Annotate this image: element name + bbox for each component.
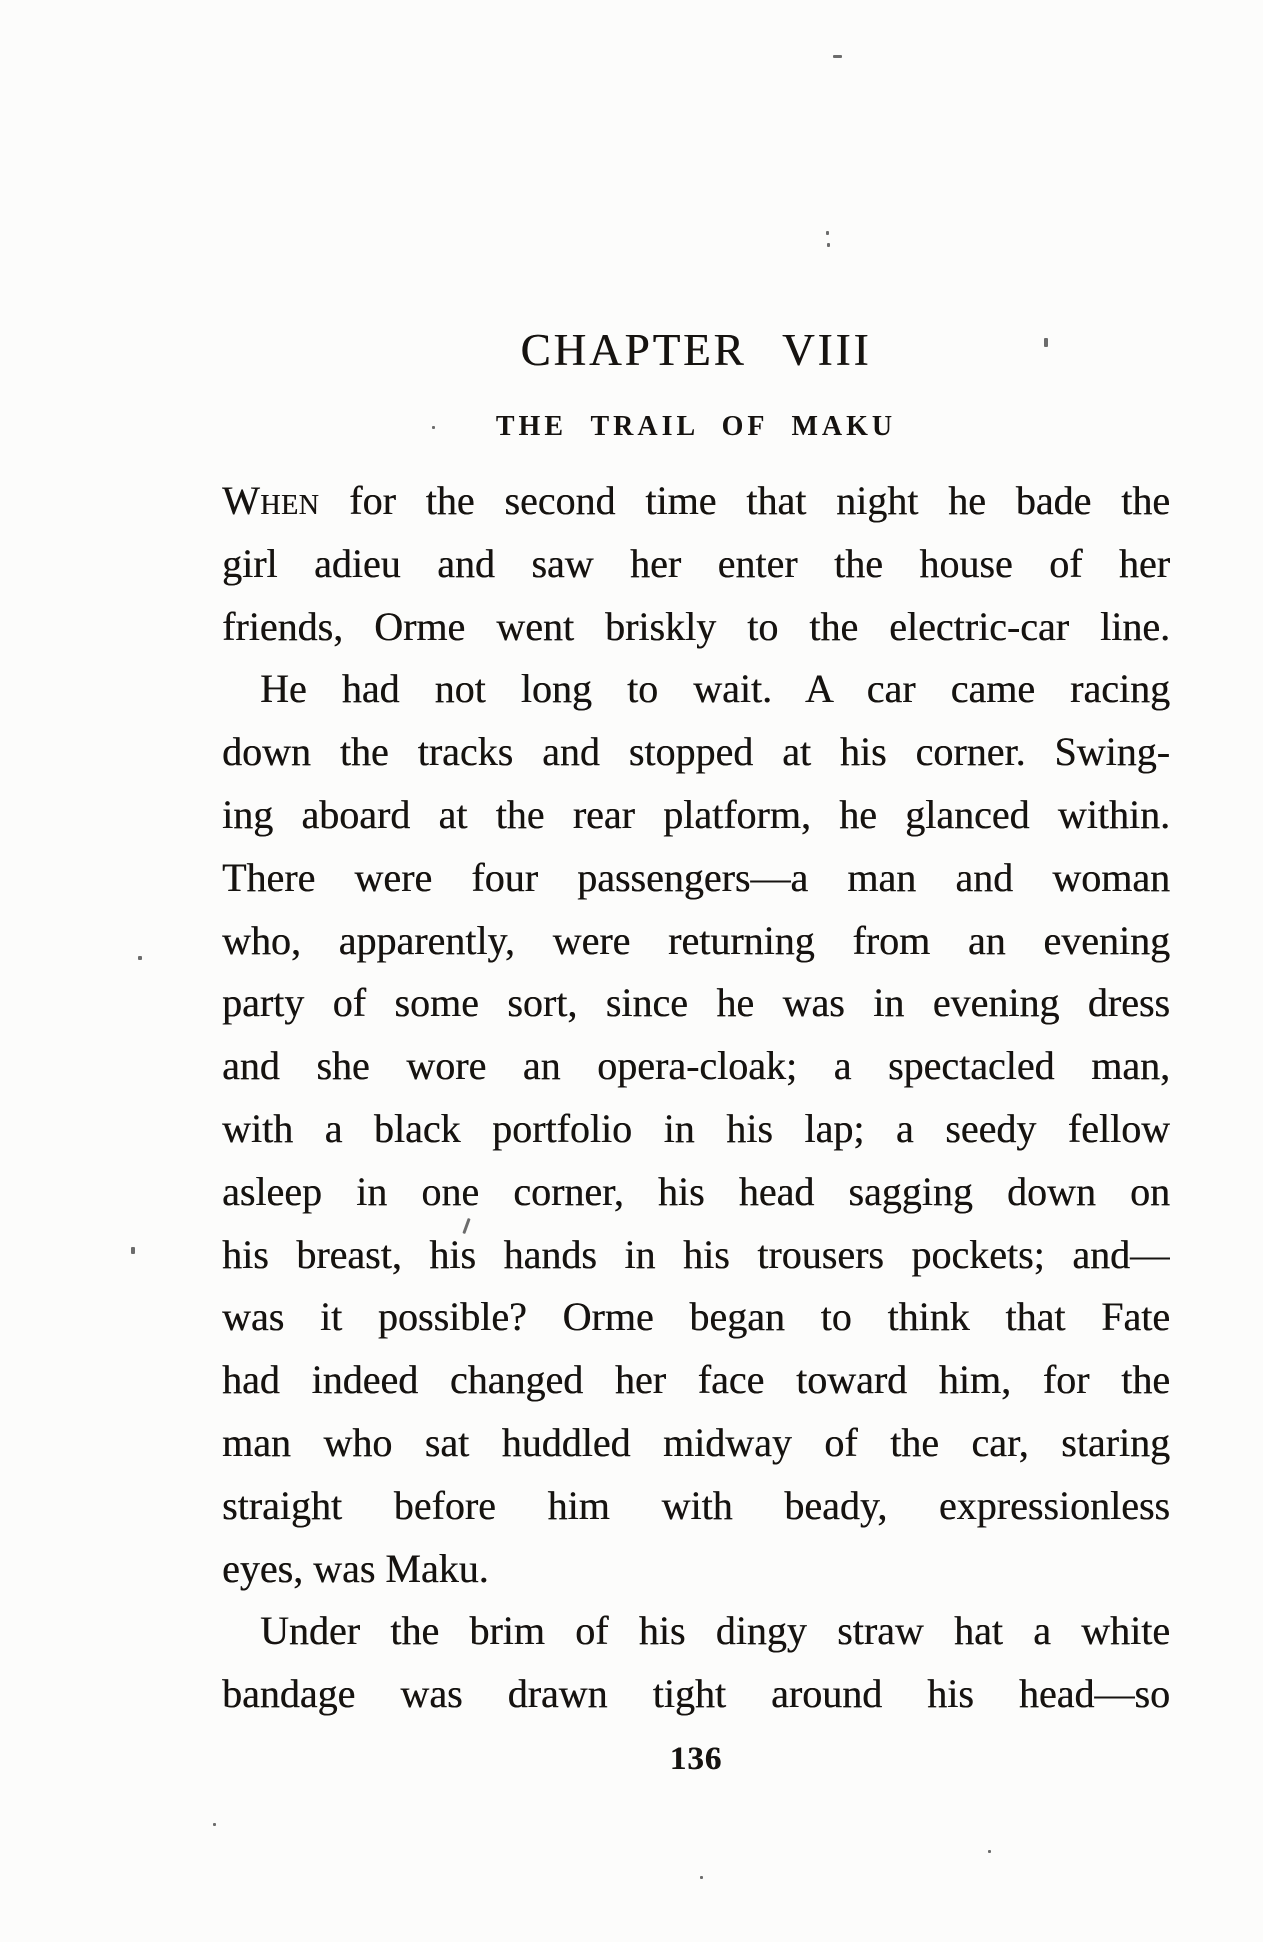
scan-speck — [826, 231, 829, 235]
text-line: friends, Orme went briskly to the electric-car line. — [222, 603, 1170, 649]
text-line: ing aboard at the rear platform, he glanced within. — [222, 791, 1170, 837]
scan-speck — [833, 55, 842, 58]
scan-speck — [988, 1850, 991, 1853]
text-line: his breast, his hands in his trousers pockets; and— — [222, 1231, 1170, 1277]
scan-speck — [1044, 338, 1048, 347]
text-line: had indeed changed her face toward him, for the — [222, 1357, 1170, 1403]
text-line: with a black portfolio in his lap; a seedy fellow — [222, 1105, 1170, 1151]
scan-speck — [827, 243, 830, 247]
text-line: girl adieu and saw her enter the house of her — [222, 540, 1170, 586]
text-line: down the tracks and stopped at his corner. Swing- — [222, 729, 1170, 775]
chapter-title: CHAPTER VIII — [520, 325, 872, 375]
text-line: was it possible? Orme began to think that Fate — [222, 1294, 1170, 1340]
text-line: man who sat huddled midway of the car, staring — [222, 1419, 1170, 1465]
body-text — [222, 470, 1170, 1726]
scan-speck — [138, 956, 142, 960]
text-line: straight before him with beady, expressionless — [222, 1482, 1170, 1528]
scan-speck — [131, 1247, 135, 1254]
text-line: who, apparently, were returning from an evening — [222, 917, 1170, 963]
text-line: bandage was drawn tight around his head—so — [222, 1671, 1170, 1717]
text-line: Under the brim of his dingy straw hat a white — [260, 1608, 1170, 1654]
line-text: for the second time that night he bade the — [319, 478, 1170, 523]
text-line: asleep in one corner, his head sagging down on — [222, 1168, 1170, 1214]
text-line: party of some sort, since he was in evening dress — [222, 980, 1170, 1026]
text-line: He had not long to wait. A car came racing — [260, 666, 1170, 712]
scan-speck — [432, 426, 435, 429]
section-subtitle: THE TRAIL OF MAKU — [495, 411, 897, 442]
lead-word: When — [222, 478, 320, 523]
scan-speck — [700, 1876, 703, 1879]
text-line: There were four passengers—a man and woman — [222, 854, 1170, 900]
text-line: and she wore an opera-cloak; a spectacled man, — [222, 1043, 1170, 1089]
scan-speck — [213, 1823, 216, 1826]
page-number: 136 — [669, 1741, 723, 1777]
text-line — [222, 470, 1170, 533]
text-line: eyes, was Maku. — [222, 1545, 489, 1591]
